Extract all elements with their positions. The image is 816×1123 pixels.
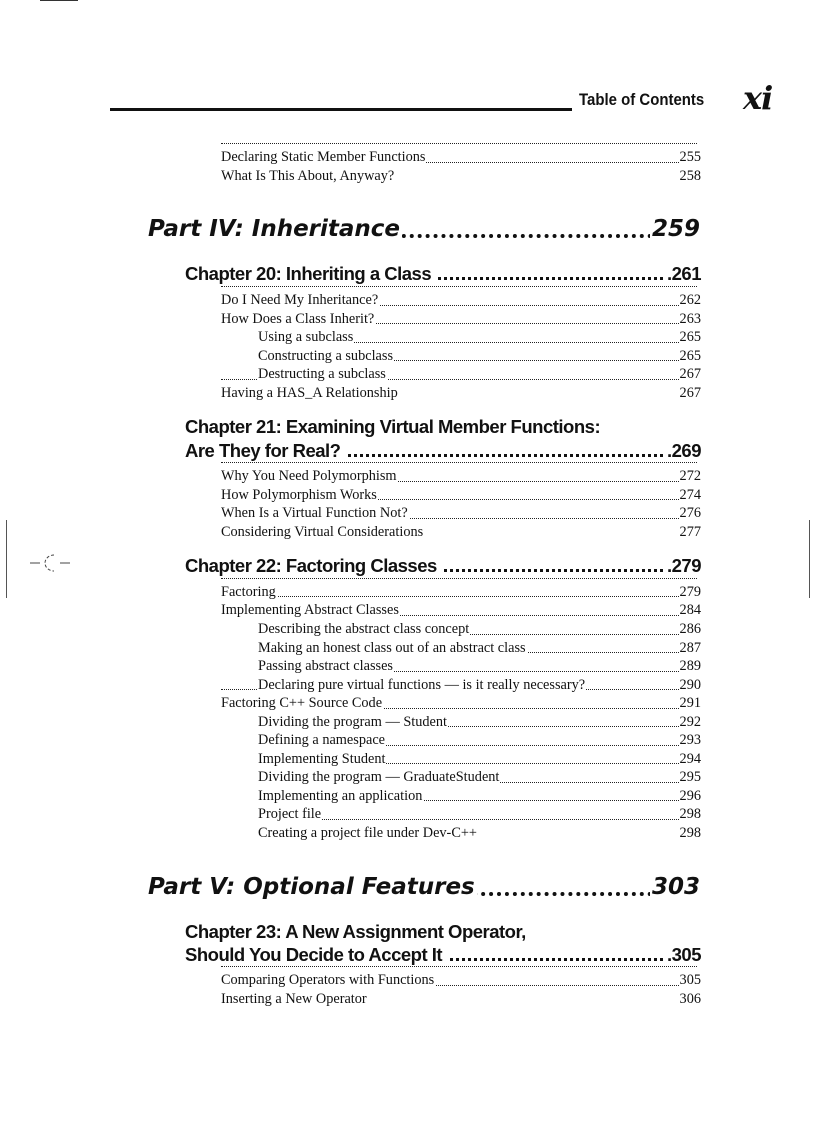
chapter-heading: Chapter 20: Inheriting a Class .261	[185, 263, 701, 284]
chapter-heading: Chapter 22: Factoring Classes .279	[185, 555, 701, 576]
running-header-title: Table of Contents	[579, 90, 705, 109]
margin-rule-left	[6, 520, 7, 598]
page-number-folio: xi	[743, 79, 773, 117]
crop-mark	[40, 0, 78, 1]
margin-rule-right	[809, 520, 810, 598]
registration-mark-icon	[28, 551, 78, 575]
part-heading: Part IV: Inheritance 259	[148, 216, 700, 242]
chapter-heading: Chapter 21: Examining Virtual Member Functions: Are They for Real? .269	[185, 416, 701, 461]
chapter-heading: Chapter 23: A New Assignment Operator, Should You Decide to Accept It .305	[185, 921, 701, 965]
part-heading: Part V: Optional Features 303	[148, 874, 700, 900]
header-rule	[110, 108, 572, 111]
